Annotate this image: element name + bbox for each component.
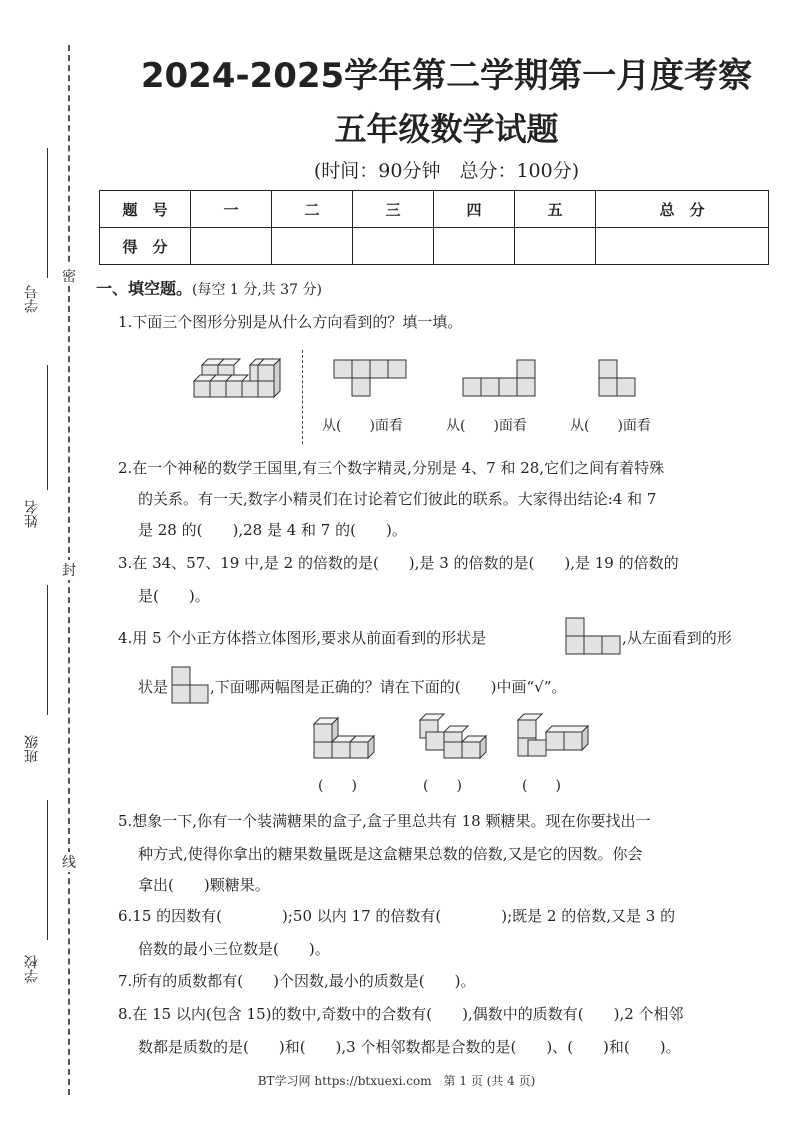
question-5-line-2: 种方式,使得你拿出的糖果数量既是这盒糖果总数的倍数,又是它的因数。你会	[138, 845, 643, 863]
score-table	[99, 190, 769, 265]
q1-view-a	[334, 360, 410, 400]
score-cell: 五	[515, 191, 596, 228]
question-2-line-1: 2.在一个神秘的数学王国里,有三个数字精灵,分别是 4、7 和 28,它们之间有着特殊	[118, 459, 665, 477]
question-4-line-1a: 4.用 5 个小正方体搭立体图形,要求从前面看到的形状是	[118, 629, 487, 647]
question-2-line-2: 的关系。有一天,数字小精灵们在讨论着它们彼此的联系。大家得出结论:4 和 7	[138, 490, 657, 508]
score-table-score-row	[100, 228, 769, 265]
question-1: 1.下面三个图形分别是从什么方向看到的？填一填。	[118, 313, 463, 331]
question-4-line-2b: ,下面哪两幅图是正确的？请在下面的( )中画“√”。	[210, 678, 567, 696]
q4-option-a-figure	[310, 716, 384, 760]
q4-left-view-shape	[172, 667, 212, 705]
q4-front-view-shape	[566, 618, 622, 656]
name-label: 姓名	[24, 500, 40, 528]
q4-option-a-blank[interactable]: ( )	[318, 778, 357, 794]
school-label: 学校	[24, 955, 40, 983]
exam-subtitle: 五年级数学试题	[334, 110, 559, 148]
seal-feng: 封	[60, 560, 78, 580]
question-6-line-1: 6.15 的因数有( );50 以内 17 的倍数有( );既是 2 的倍数,又是 3 的	[118, 907, 676, 925]
q1-view-b	[463, 360, 543, 400]
score-input-cell[interactable]	[191, 228, 272, 265]
score-cell: 一	[191, 191, 272, 228]
question-5-line-3: 拿出( )颗糖果。	[138, 876, 270, 894]
exam-title: 2024-2025学年第二学期第一月度考察	[140, 56, 753, 96]
score-cell: 三	[353, 191, 434, 228]
score-cell: 四	[434, 191, 515, 228]
score-table-header-row	[100, 191, 769, 228]
q1-caption-2: 从( )面看	[446, 418, 527, 434]
exam-meta: (时间：90分钟 总分：100分)	[313, 160, 580, 182]
question-2-line-3: 是 28 的( ),28 是 4 和 7 的( )。	[138, 521, 407, 539]
question-3-line-1: 3.在 34、57、19 中,是 2 的倍数的是( ),是 3 的倍数的是( ),是 19 的倍数的	[118, 554, 679, 572]
class-label: 班级	[24, 735, 40, 763]
q4-option-c-blank[interactable]: ( )	[522, 778, 561, 794]
question-4-line-2a: 状是	[138, 678, 169, 696]
section-note: (每空 1 分,共 37 分)	[192, 282, 322, 298]
question-8-line-1: 8.在 15 以内(包含 15)的数中,奇数中的合数有( ),偶数中的质数有( ),2 个相邻	[118, 1005, 684, 1023]
q4-option-c-figure	[514, 712, 594, 760]
question-6-line-2: 倍数的最小三位数是( )。	[138, 940, 330, 958]
q1-view-c	[599, 360, 639, 400]
class-rule	[47, 585, 48, 715]
score-input-cell[interactable]	[434, 228, 515, 265]
q4-option-b-figure	[416, 712, 496, 760]
page-footer: BT学习网 https://btxuexi.com 第 1 页 (共 4 页)	[257, 1074, 536, 1088]
name-rule	[47, 365, 48, 490]
student-id-rule	[47, 148, 48, 278]
student-id-label: 学号	[24, 285, 40, 313]
question-5-line-1: 5.想象一下,你有一个装满糖果的盒子,盒子里总共有 18 颗糖果。现在你要找出一	[118, 812, 651, 830]
score-input-cell[interactable]	[272, 228, 353, 265]
q4-option-b-blank[interactable]: ( )	[423, 778, 462, 794]
question-4-line-1b: ,从左面看到的形	[622, 629, 732, 647]
score-cell: 得 分	[100, 228, 191, 265]
question-7: 7.所有的质数都有( )个因数,最小的质数是( )。	[118, 972, 476, 990]
q1-3d-figure	[190, 355, 280, 407]
section-heading	[96, 276, 322, 299]
school-rule	[47, 800, 48, 940]
score-input-cell[interactable]	[515, 228, 596, 265]
question-8-line-2: 数都是质数的是( )和( ),3 个相邻数都是合数的是( )、( )和( )。	[138, 1038, 681, 1056]
question-3-line-2: 是( )。	[138, 587, 210, 605]
score-input-cell[interactable]	[596, 228, 769, 265]
score-cell: 二	[272, 191, 353, 228]
score-cell: 总 分	[596, 191, 769, 228]
section-title: 一、填空题。	[96, 279, 193, 298]
q1-divider	[302, 350, 303, 444]
score-cell: 题 号	[100, 191, 191, 228]
q1-caption-1: 从( )面看	[322, 418, 403, 434]
q1-caption-3: 从( )面看	[570, 418, 651, 434]
seal-mi: 密	[60, 266, 78, 286]
seal-xian: 线	[60, 852, 78, 872]
score-input-cell[interactable]	[353, 228, 434, 265]
